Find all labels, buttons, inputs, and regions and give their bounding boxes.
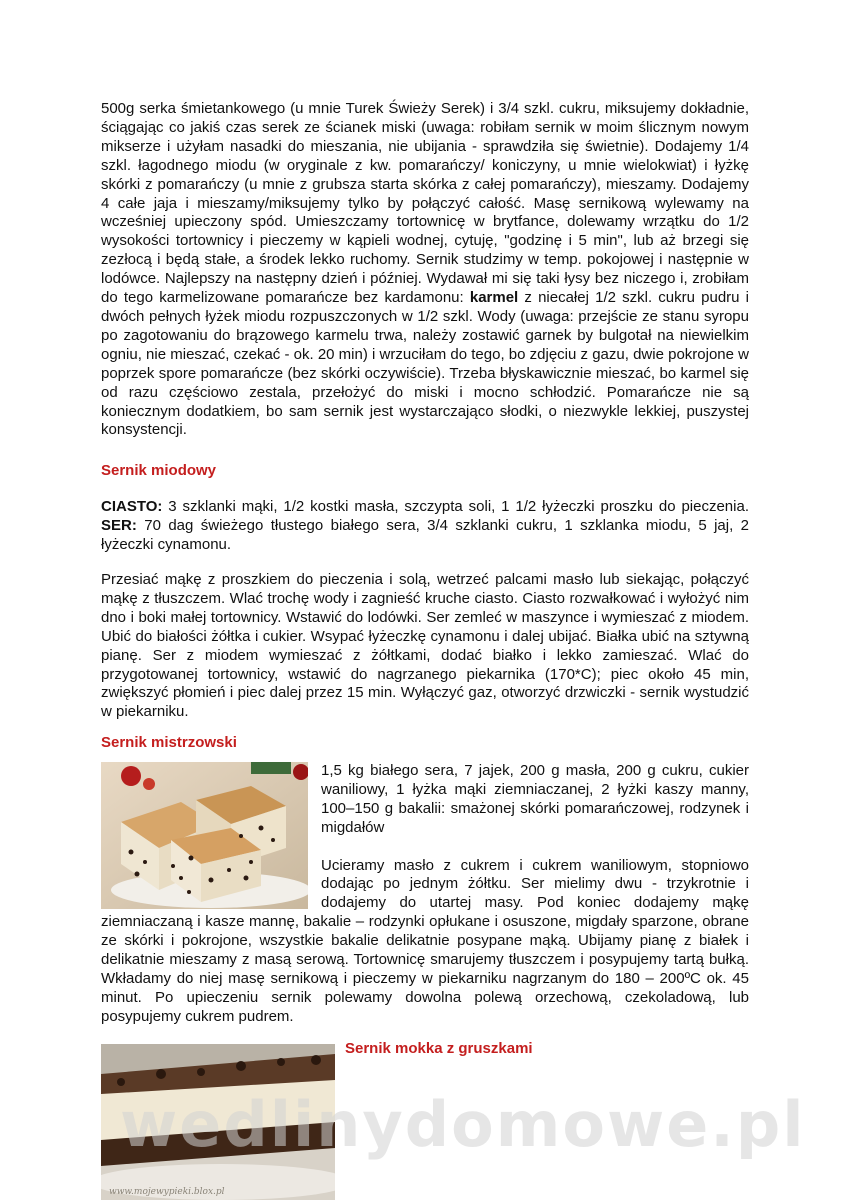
intro-text-after: z niecałej 1/2 szkl. cukru pudru i dwóch pełnych łyżek miodu rozpuszczonych w 1/2 szkl. Wody (uwaga: przejście ze stanu syropu po zagotowaniu do brązowego karmelu trwa, należy zostawić garnek by bulgotał na niewielkim ogniu, nie mieszać, czekać - ok. 20 min) i wrzuciłam do tego, bo zdjęciu z gazu, dwie pokrojone w poprzek spore pomarańcze (bez skórki oczywiście). Trzeba błyskawicznie mieszać, bo karmel się od razu częściowo zestala, przełożyć do miski i mocno schłodzić. Pomarańcze nie są koniecznym dodatkiem, bo sam sernik jest wystarczająco słodki, o niezwykle lekkiej, puszystej konsystencji. xyxy=(101,289,749,439)
cheesecake-photo xyxy=(101,762,308,909)
ser-label: SER: xyxy=(101,516,137,534)
ciasto-text: 3 szklanki mąki, 1/2 kostki masła, szczypta soli, 1 1/2 łyżeczki proszku do pieczenia. xyxy=(168,498,749,515)
recipe2-method: Ucieramy masło z cukrem i cukrem waniliowym, stopniowo dodając po jednym żółtku. Ser mielimy dwu - trzykrotnie i dodajemy do utartej masy. Pod koniec dodajemy mąkę ziemniaczaną i kasze mannę, bakalie – rodzynki opłukane i osuszone, migdały sparzone, obrane ze skórki i pokrojone, wszystkie bakalie delikatnie posypane mąką. Ubijamy pianę z białek i delikatnie mieszamy z masą serową. Tortownicę smarujemy tłuszczem i posypujemy tartą bułką. Wkładamy do niej masę sernikową i pieczemy w piekarniku nagrzanym do 180 – 200ºC ok. 45 minut. Po upieczeniu sernik polewamy dowolna polewą orzechową, czekoladową, lub posypujemy cukrem pudrem. xyxy=(101,856,749,1025)
recipe1-method: Przesiać mąkę z proszkiem do pieczenia i solą, wetrzeć palcami masło lub siekając, połączyć mąkę z tłuszczem. Wlać trochę wody i zagnieść kruche ciasto. Ciasto rozwałkować i wyłożyć nim dno i boki małej tortownicy. Wstawić do lodówki. Ser zemleć w maszynce i wymieszać z miodem. Ubić do białości żółtka i cukier. Wsypać łyżeczkę cynamonu i dalej ubijać. Białka ubić na sztywną pianę. Ser z miodem wymieszać z żółtkami, dodać białko i lekko zamieszać. Wlać do przygotowanej tortownicy, wstawić do nagrzanego piekarnika (170*C); piec około 45 min, zwiększyć płomień i piec dalej przez 15 min. Wyłączyć gaz, otworzyć drzwiczki - sernik wystudzić w piekarniku. xyxy=(101,571,749,721)
intro-paragraph xyxy=(101,100,749,440)
recipe1-ingredients xyxy=(101,498,749,555)
intro-bold-word: karmel xyxy=(469,289,519,307)
recipe-title-sernik-miodowy: Sernik miodowy xyxy=(101,462,217,479)
mokka-cheesecake-photo xyxy=(101,1044,335,1200)
recipe2-ingredients: 1,5 kg białego sera, 7 jajek, 200 g masła, 200 g cukru, cukier waniliowy, 1 łyżka mąki ziemniaczanej, 2 łyżki kaszy manny, 100–150 g bakalii: smażonej skórki pomarańczowej, rodzynek i migdałów xyxy=(321,762,749,836)
watermark: wedlinydomowe.pl xyxy=(120,1088,806,1161)
ciasto-label: CIASTO: xyxy=(101,498,163,515)
photo-caption: www.mojewypieki.blox.pl xyxy=(109,1187,225,1197)
intro-text: 500g serka śmietankowego (u mnie Turek Świeży Serek) i 3/4 szkl. cukru, miksujemy dokładnie, ściągając co jakiś czas serek ze ścianek miski (uwaga: robiłam sernik w moim ślicznym nowym mikserze i użyłam nasadki do mieszania, nie ubijania - sprawdziła się świetnie). Dodajemy 1/4 szkl. łagodnego miodu (w oryginale z kw. pomarańczy/ koniczyny, u mnie wielokwiat) i łyżkę skórki z pomarańczy (u mnie z grubsza starta skórka z całej pomarańczy), mieszamy. Dodajemy 4 całe jaja i mieszamy/miksujemy tylko by połączyć całość. Masę sernikową wylewamy na wcześniej upieczony spód. Umieszczamy tortownicę w brytfance, dolewamy wrzątku do 1/2 wysokości tortownicy i pieczemy w kąpieli wodnej, cytuję, "godzinę i 5 min", lub aż brzegi się zezłocą i będą stałe, a środek lekko ruchomy. Sernik studzimy w temp. pokojowej i następnie w lodówce. Najlepszy na następny dzień i później. Wydawał mi się taki łysy bez niczego i, zrobiłam do tego karmelizowane pomarańcze bez kardamonu: xyxy=(101,100,749,307)
recipe-title-sernik-mistrzowski: Sernik mistrzowski xyxy=(101,734,237,751)
ser-text: 70 dag świeżego tłustego białego sera, 3/4 szklanki cukru, 1 szklanka miodu, 5 jaj, 2 łyżeczki cynamonu. xyxy=(101,516,749,553)
recipe2-block xyxy=(101,762,749,1027)
recipe-title-sernik-mokka: Sernik mokka z gruszkami xyxy=(345,1040,533,1057)
